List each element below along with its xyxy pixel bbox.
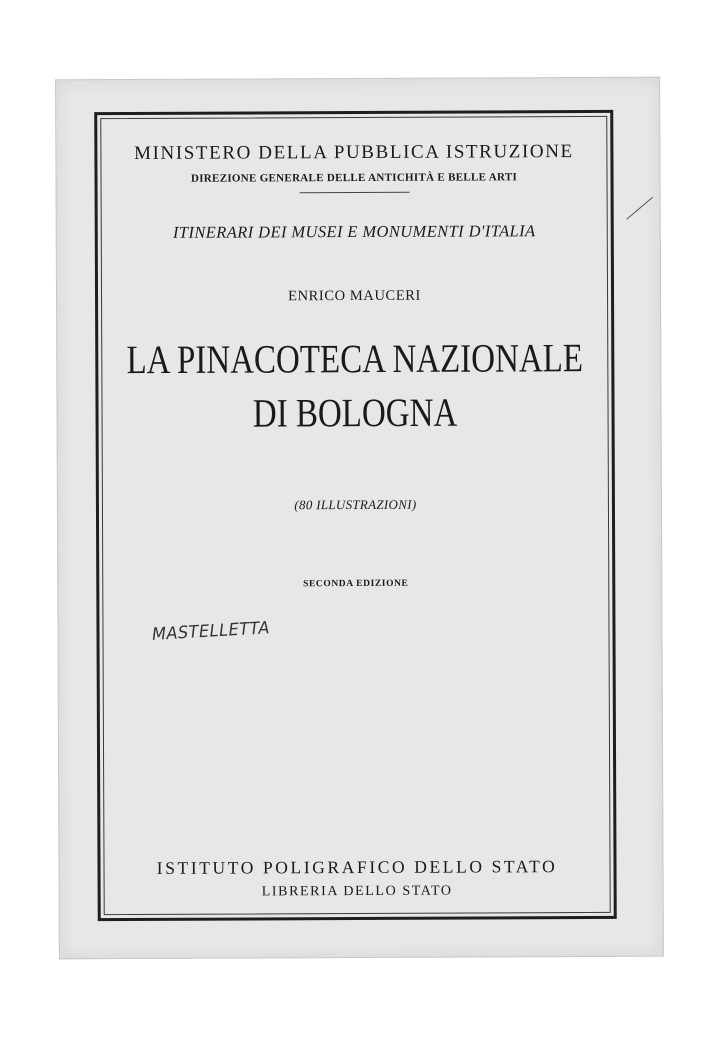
ministry-heading: MINISTERO DELLA PUBBLICA ISTRUZIONE	[134, 141, 574, 164]
heading-divider	[299, 192, 409, 193]
pencil-mark	[626, 197, 653, 220]
book-title-line-2: DI BOLOGNA	[252, 391, 458, 437]
cover-frame	[94, 110, 617, 921]
publisher-name: ISTITUTO POLIGRAFICO DELLO STATO	[156, 856, 558, 878]
book-cover	[55, 77, 664, 960]
edition-label: SECONDA EDIZIONE	[303, 578, 409, 590]
book-title-line-1: LA PINACOTECA NAZIONALE	[126, 337, 584, 383]
series-title: ITINERARI DEI MUSEI E MONUMENTI D'ITALIA	[172, 221, 536, 242]
handwritten-note: MASTELLETTA	[151, 618, 271, 645]
illustrations-note: (80 ILLUSTRAZIONI)	[294, 496, 417, 513]
direction-subheading: DIREZIONE GENERALE DELLE ANTICHITÀ E BELLE ARTI	[190, 171, 518, 185]
author-name: ENRICO MAUCERI	[288, 287, 422, 305]
library-name: LIBRERIA DELLO STATO	[261, 883, 453, 900]
